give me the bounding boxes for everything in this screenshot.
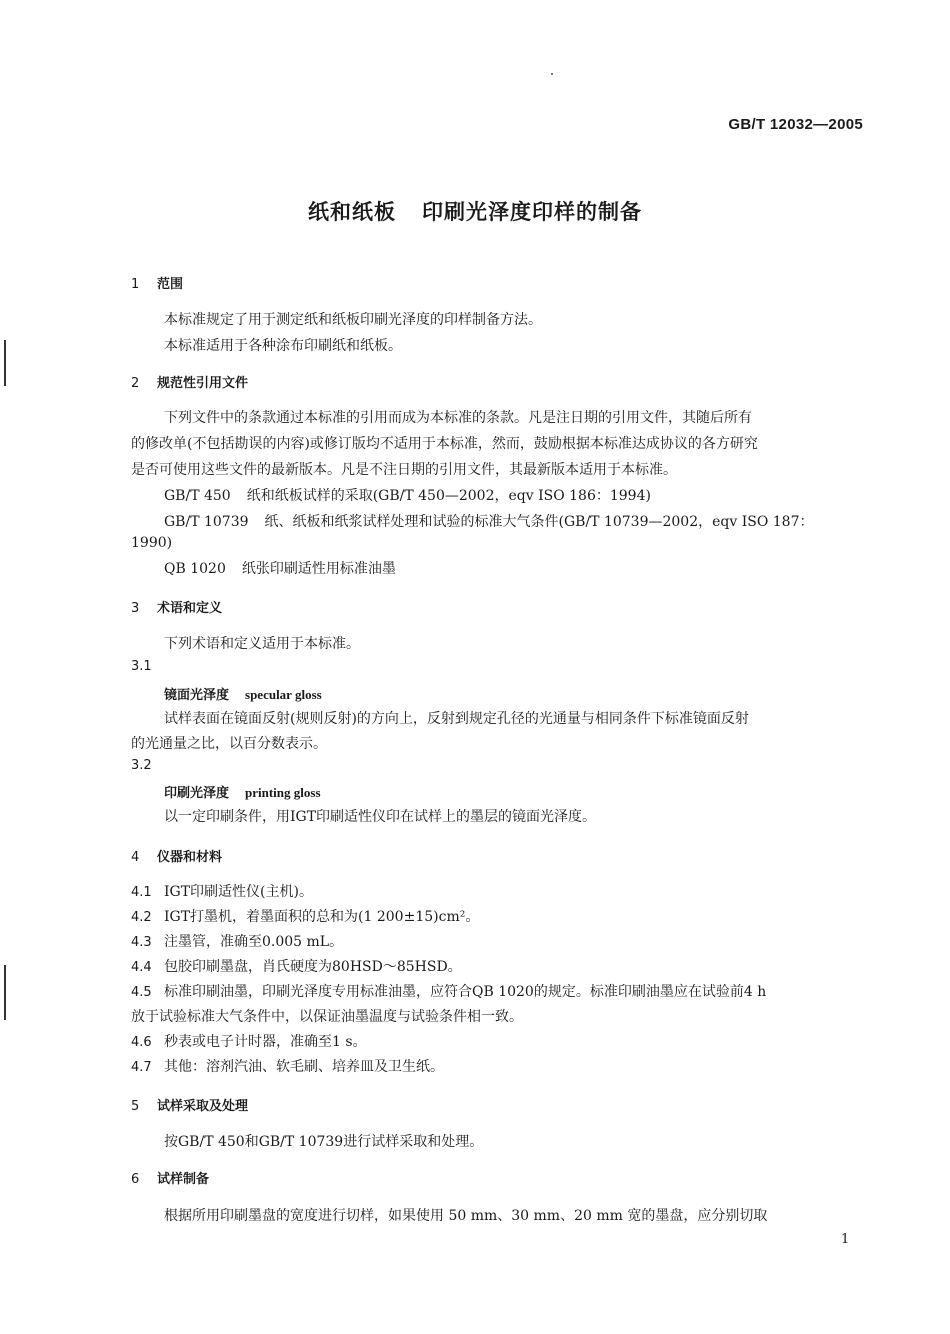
apparatus-item: 4.3 注墨管，准确至0.005 mL。 — [131, 934, 344, 950]
paragraph: 是否可使用这些文件的最新版本。凡是不注日期的引用文件，其最新版本适用于本标准。 — [131, 462, 677, 478]
paragraph: 按GB/T 450和GB/T 10739进行试样采取和处理。 — [164, 1134, 484, 1150]
paragraph: 本标准适用于各种涂布印刷纸和纸板。 — [164, 338, 402, 354]
paragraph: 下列文件中的条款通过本标准的引用而成为本标准的条款。凡是注日期的引用文件，其随后所有 — [164, 410, 752, 426]
apparatus-item: 4.5 标准印刷油墨，印刷光泽度专用标准油墨，应符合QB 1020的规定。标准印刷油墨应在试验前4 h — [131, 984, 767, 1000]
scan-speck — [551, 73, 553, 75]
paragraph: 本标准规定了用于测定纸和纸板印刷光泽度的印样制备方法。 — [164, 312, 542, 328]
standard-number: GB/T 12032—2005 — [728, 116, 863, 133]
section-heading-scope: 1 范围 — [131, 277, 184, 292]
reference-item: GB/T 450 纸和纸板试样的采取(GB/T 450—2002，eqv ISO 186：1994) — [164, 488, 651, 504]
apparatus-item: 4.4 包胶印刷墨盘，肖氏硬度为80HSD～85HSD。 — [131, 959, 462, 975]
section-heading-sampling: 5 试样采取及处理 — [131, 1099, 249, 1114]
title-part1: 纸和纸板 — [308, 200, 396, 224]
term-definition: 的光通量之比，以百分数表示。 — [131, 736, 327, 752]
apparatus-item-continuation: 放于试验标准大气条件中，以保证油墨温度与试验条件相一致。 — [131, 1009, 523, 1025]
apparatus-item: 4.6 秒表或电子计时器，准确至1 s。 — [131, 1034, 367, 1050]
paragraph: 的修改单(不包括勘误的内容)或修订版均不适用于本标准，然而，鼓励根据本标准达成协议的各方研究 — [131, 436, 758, 452]
reference-continuation: 1990) — [131, 535, 173, 551]
term-title: 印刷光泽度 printing gloss — [164, 785, 321, 801]
paragraph: 下列术语和定义适用于本标准。 — [164, 636, 360, 652]
apparatus-item: 4.2 IGT打墨机，着墨面积的总和为(1 200±15)cm²。 — [131, 909, 480, 925]
apparatus-item: 4.1 IGT印刷适性仪(主机)。 — [131, 884, 313, 900]
term-definition: 以一定印刷条件，用IGT印刷适性仪印在试样上的墨层的镜面光泽度。 — [164, 809, 597, 825]
reference-item: QB 1020 纸张印刷适性用标准油墨 — [164, 561, 396, 577]
paragraph: 根据所用印刷墨盘的宽度进行切样，如果使用 50 mm、30 mm、20 mm 宽的墨盘，应分别切取 — [164, 1208, 768, 1224]
section-heading-apparatus: 4 仪器和材料 — [131, 850, 223, 865]
term-title: 镜面光泽度 specular gloss — [164, 687, 322, 703]
apparatus-item: 4.7 其他：溶剂汽油、软毛刷、培养皿及卫生纸。 — [131, 1059, 444, 1075]
page-number: 1 — [841, 1232, 850, 1247]
scan-edge-mark — [4, 340, 6, 386]
term-definition: 试样表面在镜面反射(规则反射)的方向上，反射到规定孔径的光通量与相同条件下标准镜面反射 — [164, 711, 749, 727]
term-number: 3.2 — [131, 758, 152, 773]
section-heading-terms: 3 术语和定义 — [131, 601, 223, 616]
scan-edge-mark — [4, 965, 6, 1020]
section-heading-specimen-preparation: 6 试样制备 — [131, 1172, 210, 1187]
reference-item: GB/T 10739 纸、纸板和纸浆试样处理和试验的标准大气条件(GB/T 10739—2002，eqv ISO 187： — [164, 514, 814, 530]
section-heading-normative-references: 2 规范性引用文件 — [131, 376, 249, 391]
term-number: 3.1 — [131, 659, 152, 674]
document-title — [0, 196, 950, 226]
title-part2: 印刷光泽度印样的制备 — [422, 200, 642, 224]
